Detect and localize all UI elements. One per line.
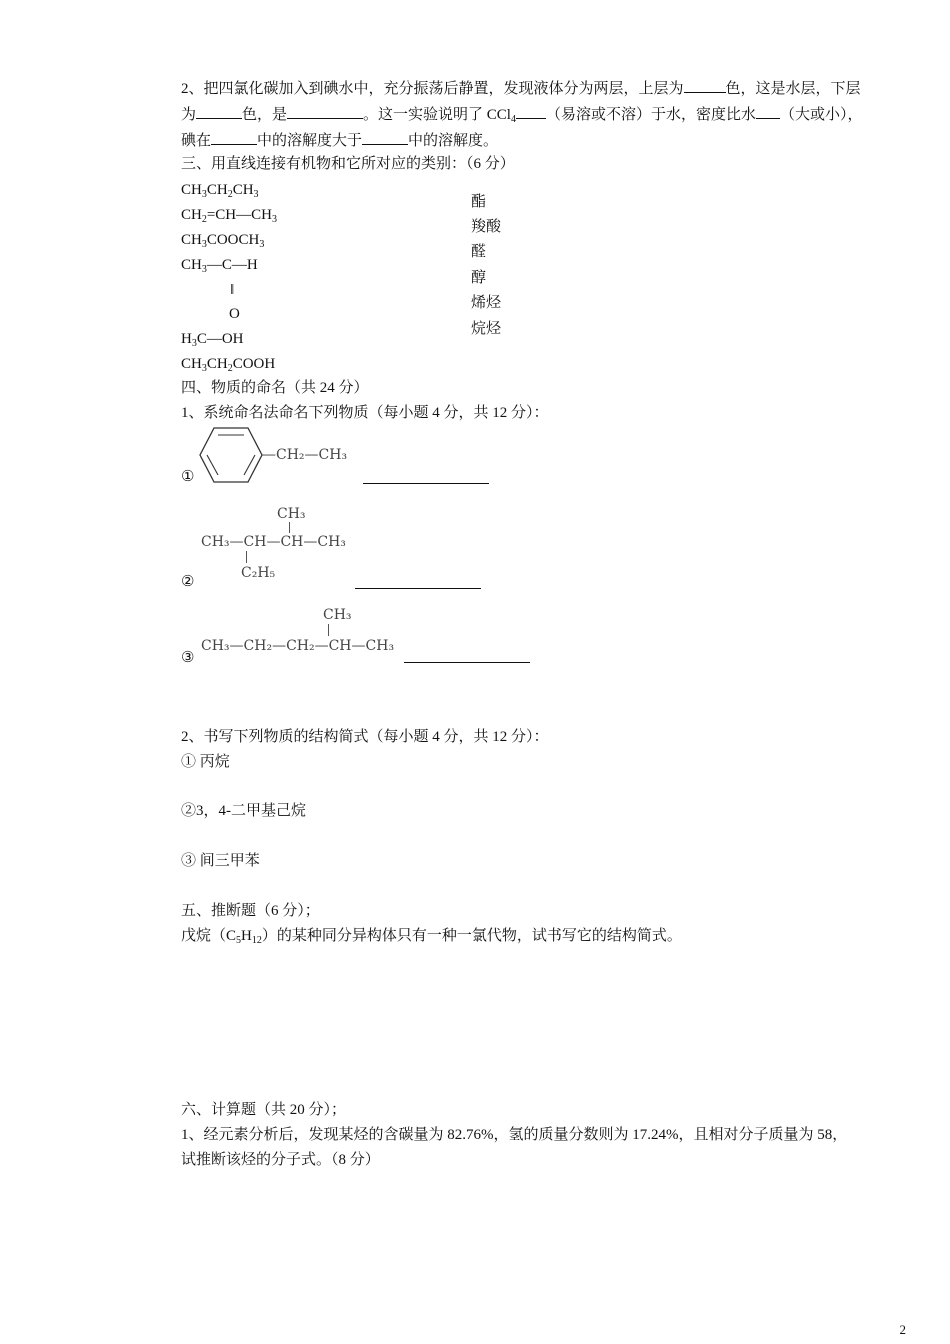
lower-layer-color-blank[interactable] bbox=[196, 104, 242, 119]
category-carboxylic-acid[interactable]: 羧酸 bbox=[471, 219, 502, 235]
category-aldehyde[interactable]: 醛 bbox=[471, 244, 487, 260]
molecule-methyl-acetate[interactable]: $CH_3COOCH_3$ bbox=[181, 232, 265, 250]
q2-text: （易溶或不溶）于水，密度比水 bbox=[545, 107, 756, 123]
answer-line-3[interactable] bbox=[404, 662, 530, 663]
struct3-top-bond bbox=[328, 624, 329, 636]
struct2-ethyl-branch: C₂H₅ bbox=[241, 565, 276, 581]
q2-text: 中的溶解度。 bbox=[408, 133, 499, 149]
q2-line2 bbox=[181, 104, 863, 125]
q2-text: 色，是 bbox=[242, 107, 288, 123]
section-3-title: 三、用直线连接有机物和它所对应的类别：（6 分） bbox=[181, 156, 515, 172]
struct3-main-chain: CH₃—CH₂—CH₂—CH—CH₃ bbox=[201, 638, 395, 654]
molecule-acetaldehyde[interactable]: $CH_3—C—H$ bbox=[181, 257, 258, 275]
category-alkane[interactable]: 烷烃 bbox=[471, 321, 502, 337]
section-6-title: 六、计算题（共 20 分）； bbox=[181, 1102, 347, 1118]
double-bond-mark: ‖ bbox=[230, 282, 235, 298]
category-ester[interactable]: 酯 bbox=[471, 194, 487, 210]
q2-text: 色，这是水层，下层 bbox=[725, 81, 861, 97]
answer-line-2[interactable] bbox=[355, 588, 481, 589]
q2-text: 2、把四氯化碳加入到碘水中，充分振荡后静置，发现液体分为两层，上层为 bbox=[181, 81, 684, 97]
category-alkene[interactable]: 烯烃 bbox=[471, 295, 502, 311]
section-6-q1-line2: 试推断该烃的分子式。（8 分） bbox=[181, 1152, 380, 1168]
page-number: 2 bbox=[899, 1322, 906, 1337]
item-2-number: ② bbox=[181, 574, 195, 590]
section-5-question: 戊烷$(C_5H_{12})$的某种同分异构体只有一种一氯代物，试书写它的结构简式。 bbox=[181, 928, 682, 946]
benzene-ring-icon bbox=[198, 426, 264, 484]
item-1-number: ① bbox=[181, 469, 195, 485]
q2-text: 。这一实验说明了 CCl bbox=[363, 107, 511, 123]
molecule-propene[interactable]: $CH_2=CH—CH_3$ bbox=[181, 207, 277, 225]
category-alcohol[interactable]: 醇 bbox=[471, 270, 487, 286]
molecule-methanol[interactable]: $H_3C—OH$ bbox=[181, 331, 244, 349]
section-4-sub2: 2、书写下列物质的结构简式（每小题 4 分，共 12 分）： bbox=[181, 729, 549, 745]
write-item-1: ① 丙烷 bbox=[181, 754, 230, 770]
write-item-3: ③ 间三甲苯 bbox=[181, 853, 260, 869]
q2-line3 bbox=[181, 130, 498, 151]
q2-line1 bbox=[181, 78, 861, 99]
section-4-title: 四、物质的命名（共 24 分） bbox=[181, 380, 369, 396]
molecule-propane[interactable]: $CH_3CH_2CH_3$ bbox=[181, 182, 259, 200]
solvent-b-blank[interactable] bbox=[362, 130, 408, 145]
q2-text: 中的溶解度大于 bbox=[257, 133, 363, 149]
struct2-top-bond bbox=[289, 522, 290, 533]
write-item-2: ②3，4-二甲基己烷 bbox=[181, 803, 306, 819]
struct3-top-methyl: CH₃ bbox=[323, 607, 352, 623]
density-blank[interactable] bbox=[756, 104, 780, 119]
q2-text: （大或小）， bbox=[779, 107, 863, 123]
oxygen-atom: O bbox=[229, 306, 240, 322]
lower-layer-substance-blank[interactable] bbox=[287, 104, 363, 119]
subscript: 4 bbox=[510, 114, 516, 125]
struct2-bottom-bond bbox=[246, 551, 247, 563]
answer-line-1[interactable] bbox=[363, 483, 489, 484]
solvent-a-blank[interactable] bbox=[211, 130, 257, 145]
ethyl-substituent: —CH₂—CH₃ bbox=[262, 447, 348, 463]
item-3-number: ③ bbox=[181, 650, 195, 666]
section-5-title: 五、推断题（6 分）； bbox=[181, 903, 320, 919]
struct2-main-chain: CH₃—CH—CH—CH₃ bbox=[201, 534, 346, 550]
section-6-q1-line1: 1、经元素分析后，发现某烃的含碳量为 82.76%，氢的质量分数则为 17.24%，且相对分子质量为 58， bbox=[181, 1127, 848, 1143]
molecule-propanoic-acid[interactable]: $CH_3CH_2COOH$ bbox=[181, 356, 276, 374]
section-4-sub1: 1、系统命名法命名下列物质（每小题 4 分，共 12 分）： bbox=[181, 405, 549, 421]
q2-text: 为 bbox=[181, 107, 197, 123]
upper-layer-color-blank[interactable] bbox=[684, 78, 726, 93]
struct2-top-methyl: CH₃ bbox=[277, 506, 306, 522]
solubility-blank[interactable] bbox=[516, 104, 546, 119]
q2-text: 碘在 bbox=[181, 133, 212, 149]
